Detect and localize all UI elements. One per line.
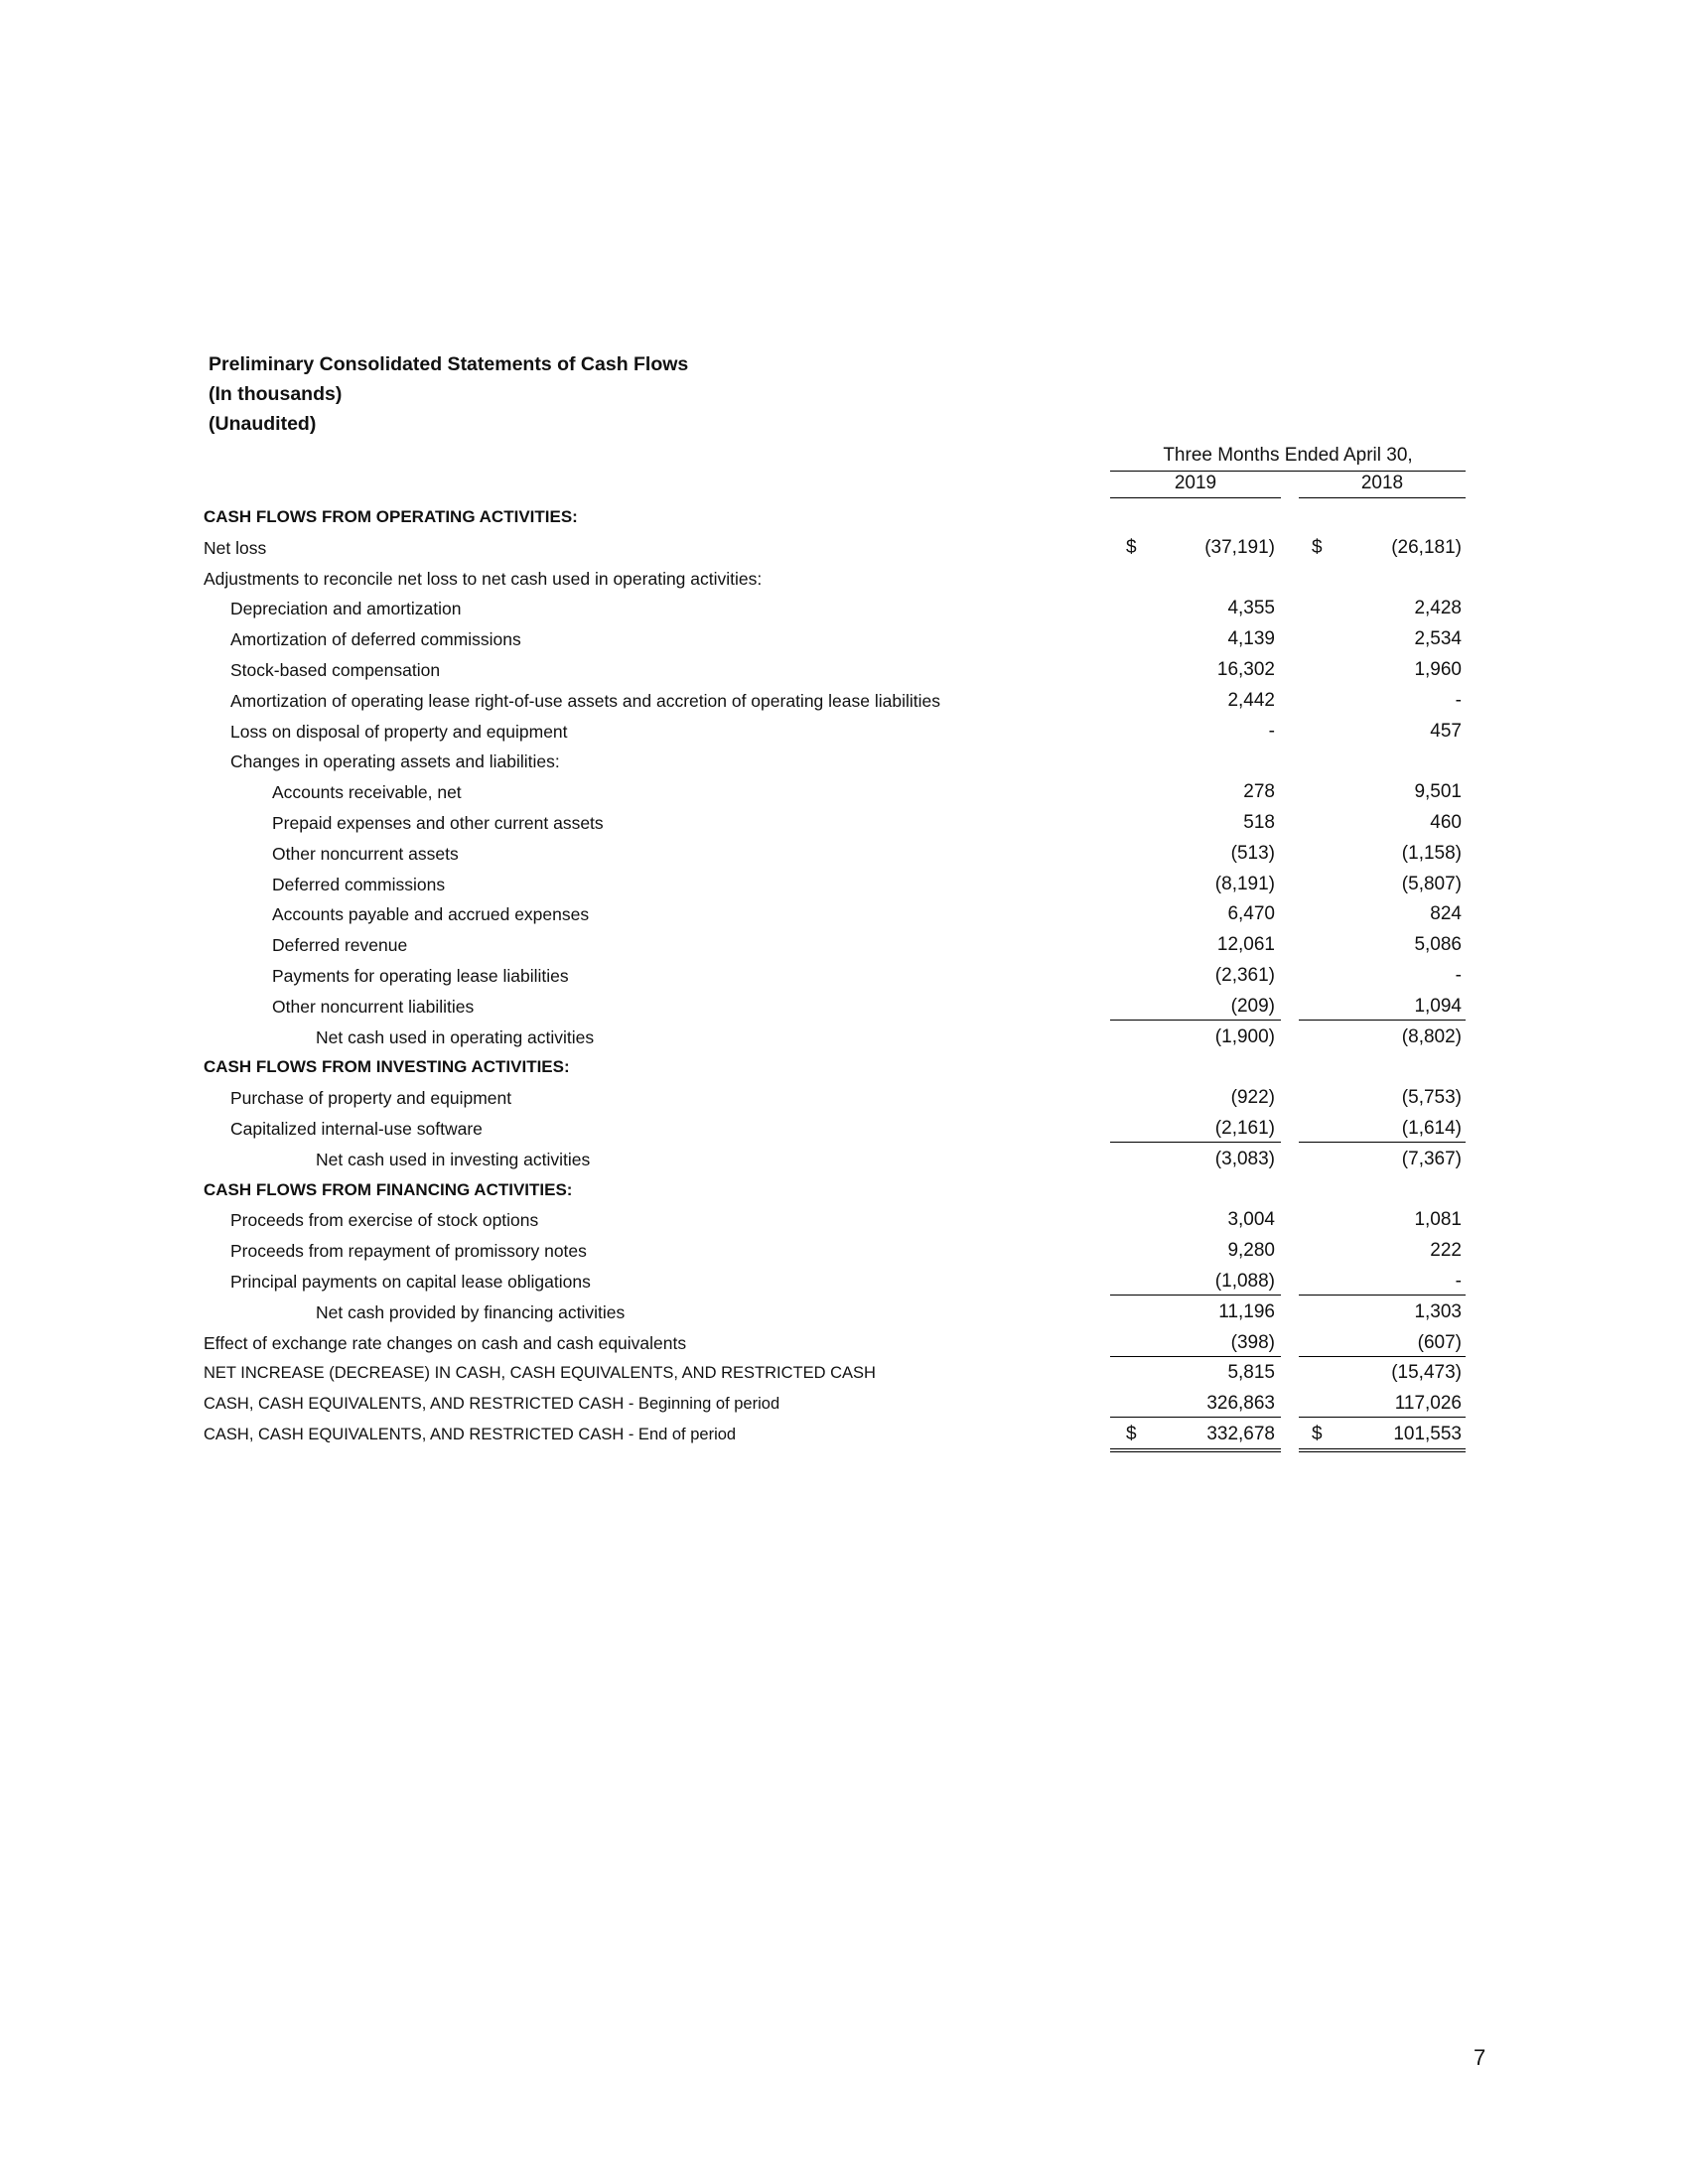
row-label: Capitalized internal-use software [230,1118,483,1139]
value-2019: (3,083) [1214,1148,1275,1169]
value-2018: 5,086 [1414,934,1462,956]
row-label: Net loss [204,537,267,558]
subtotal-row-investing [0,1143,1688,1173]
value-2018: 222 [1430,1240,1462,1262]
page-number: 7 [1474,2045,1486,2070]
table-row [0,684,1688,715]
value-2018: (26,181) [1391,536,1462,558]
value-2018: 101,553 [1299,1424,1466,1452]
value-2018: 460 [1430,811,1462,833]
value-2019: 2,442 [1227,689,1275,711]
value-2019: 518 [1243,811,1275,833]
value-2019: 5,815 [1227,1362,1275,1384]
year-column-2019: 2019 [1110,473,1281,498]
table-row [0,928,1688,959]
table-row [0,897,1688,928]
value-2018: (5,753) [1401,1087,1462,1109]
value-2018: 2,534 [1414,628,1462,650]
value-2018: (5,807) [1401,873,1462,894]
value-2018: 2,428 [1414,598,1462,619]
dollar-sign: $ [1126,1423,1137,1444]
table-row [0,1203,1688,1234]
table-row [0,1387,1688,1418]
row-label: Changes in operating assets and liabilities: [230,751,560,772]
row-label: Payments for operating lease liabilities [272,965,569,986]
value-2019: (1,900) [1214,1025,1275,1047]
table-row [0,653,1688,684]
row-label: Proceeds from repayment of promissory notes [230,1241,587,1262]
table-row [0,775,1688,806]
value-2018: - [1455,689,1462,711]
table-row [0,745,1688,775]
value-2019: 9,280 [1227,1240,1275,1262]
table-row [0,1234,1688,1265]
value-2019: 6,470 [1227,903,1275,925]
value-2018: 824 [1430,903,1462,925]
row-label: NET INCREASE (DECREASE) IN CASH, CASH EQUIVALENTS, AND RESTRICTED CASH [204,1364,876,1383]
value-2019: (209) [1110,996,1281,1021]
statement-title-block [209,349,688,439]
subtotal-row-financing [0,1296,1688,1326]
value-2018: 1,960 [1414,658,1462,680]
statement-units: (In thousands) [209,383,343,405]
total-row-end-of-period [0,1418,1688,1448]
value-2019: 3,004 [1227,1209,1275,1231]
row-label: Other noncurrent liabilities [272,996,475,1017]
row-label: Amortization of operating lease right-of-use assets and accretion of operating lease liabilities [230,690,940,711]
row-label: CASH FLOWS FROM FINANCING ACTIVITIES: [204,1179,573,1199]
row-label: Other noncurrent assets [272,843,459,864]
year-column-2018: 2018 [1299,473,1466,498]
statement-audit-status: (Unaudited) [209,413,317,435]
section-header-investing [0,1050,1688,1081]
dollar-sign: $ [1312,536,1323,558]
value-2019: (37,191) [1204,536,1275,558]
row-label: Deferred commissions [272,874,446,894]
value-2019: - [1268,720,1275,742]
row-label: Amortization of deferred commissions [230,629,521,650]
value-2019: 4,139 [1227,628,1275,650]
table-row [0,806,1688,837]
dollar-sign: $ [1126,536,1137,558]
table-row [0,837,1688,868]
period-column-header: Three Months Ended April 30, [1110,445,1466,472]
value-2019: (2,161) [1110,1118,1281,1143]
row-label: Prepaid expenses and other current assets [272,812,604,833]
subtotal-row-operating [0,1021,1688,1051]
table-row [0,868,1688,898]
statement-title: Preliminary Consolidated Statements of Cash Flows [209,353,689,375]
value-2019: 16,302 [1216,658,1275,680]
value-2019: (1,088) [1110,1271,1281,1296]
row-label: Net cash used in investing activities [316,1149,591,1169]
table-row [0,715,1688,746]
table-row [0,990,1688,1021]
table-row [0,1356,1688,1387]
row-label: CASH FLOWS FROM INVESTING ACTIVITIES: [204,1057,570,1077]
row-label: Depreciation and amortization [230,599,462,619]
row-label: Effect of exchange rate changes on cash and cash equivalents [204,1332,687,1353]
value-2018: 1,303 [1414,1300,1462,1322]
table-row [0,622,1688,653]
dollar-sign: $ [1312,1423,1323,1444]
value-2018: - [1455,964,1462,986]
cash-flow-table [0,500,1688,1448]
row-label: Net cash provided by financing activities [316,1301,626,1322]
row-label: CASH, CASH EQUIVALENTS, AND RESTRICTED CASH - End of period [204,1425,737,1443]
row-label: Accounts receivable, net [272,782,462,803]
row-label: Adjustments to reconcile net loss to net cash used in operating activities: [204,568,763,589]
value-2018: (8,802) [1401,1025,1462,1047]
row-label: Deferred revenue [272,935,408,956]
value-2018: (607) [1299,1332,1466,1357]
value-2019: 11,196 [1218,1300,1275,1322]
row-label: Loss on disposal of property and equipment [230,721,568,742]
value-2019: 12,061 [1216,934,1275,956]
row-label: Net cash used in operating activities [316,1026,595,1047]
value-2019: 326,863 [1110,1393,1281,1418]
value-2018: (1,614) [1299,1118,1466,1143]
row-label: Proceeds from exercise of stock options [230,1210,539,1231]
value-2018: 457 [1430,720,1462,742]
table-row [0,1265,1688,1296]
value-2018: - [1299,1271,1466,1296]
value-2018: 9,501 [1414,781,1462,803]
value-2019: 4,355 [1227,598,1275,619]
row-label: Accounts payable and accrued expenses [272,904,590,925]
value-2019: (398) [1110,1332,1281,1357]
value-2018: 1,094 [1299,996,1466,1021]
table-row [0,592,1688,622]
value-2018: (1,158) [1401,842,1462,864]
value-2019: 278 [1243,781,1275,803]
value-2019: (8,191) [1214,873,1275,894]
value-2019: (513) [1230,842,1275,864]
row-label: Principal payments on capital lease obligations [230,1271,591,1292]
table-row [0,1081,1688,1112]
value-2018: (7,367) [1401,1148,1462,1169]
table-row [0,1112,1688,1143]
value-2018: 117,026 [1299,1393,1466,1418]
value-2019: (922) [1230,1087,1275,1109]
row-label: CASH FLOWS FROM OPERATING ACTIVITIES: [204,507,578,526]
value-2019: (2,361) [1214,964,1275,986]
row-label: Purchase of property and equipment [230,1088,512,1109]
table-row [0,531,1688,562]
table-row [0,1326,1688,1357]
row-label: CASH, CASH EQUIVALENTS, AND RESTRICTED CASH - Beginning of period [204,1395,780,1414]
value-2018: (15,473) [1391,1362,1462,1384]
table-row [0,562,1688,593]
value-2018: 1,081 [1414,1209,1462,1231]
section-header-financing [0,1173,1688,1204]
value-2019: 332,678 [1110,1424,1281,1452]
row-label: Stock-based compensation [230,659,441,680]
table-row [0,959,1688,990]
section-header-operating [0,500,1688,531]
